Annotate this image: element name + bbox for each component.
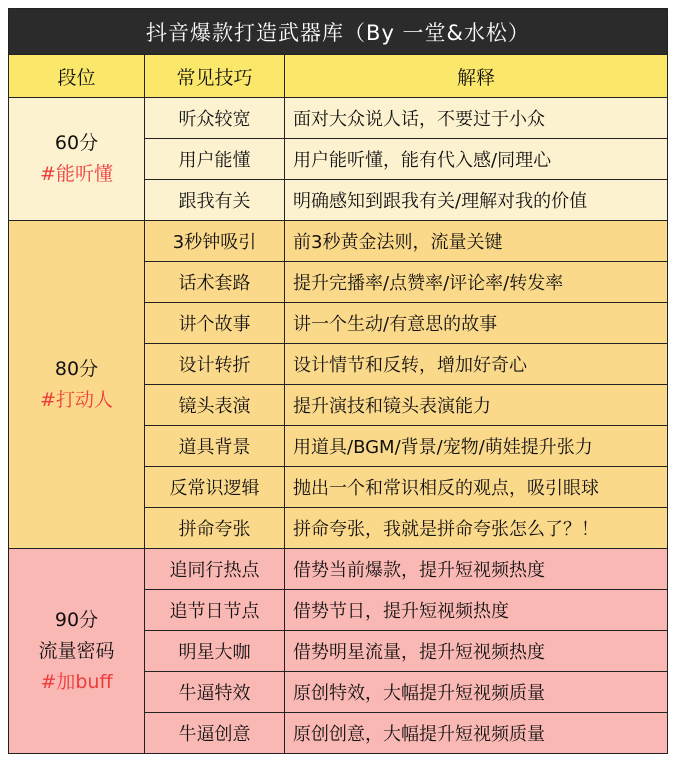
explanation-cell: 原创特效，大幅提升短视频质量 (285, 672, 668, 713)
explanation-cell: 明确感知到跟我有关/理解对我的价值 (285, 180, 668, 221)
technique-cell: 镜头表演 (145, 385, 285, 426)
explanation-cell: 用户能听懂，能有代入感/同理心 (285, 139, 668, 180)
technique-cell: 反常识逻辑 (145, 467, 285, 508)
explanation-cell: 抛出一个和常识相反的观点，吸引眼球 (285, 467, 668, 508)
technique-cell: 听众较宽 (145, 98, 285, 139)
technique-cell: 追节日节点 (145, 590, 285, 631)
technique-cell: 话术套路 (145, 262, 285, 303)
technique-cell: 跟我有关 (145, 180, 285, 221)
level-score: 80分 (54, 357, 99, 380)
explanation-cell: 提升完播率/点赞率/评论率/转发率 (285, 262, 668, 303)
explanation-cell: 拼命夸张，我就是拼命夸张怎么了？！ (285, 508, 668, 549)
explanation-cell: 借势明星流量，提升短视频热度 (285, 631, 668, 672)
weapon-table (8, 8, 668, 754)
technique-cell: 牛逼创意 (145, 713, 285, 754)
level-subline: 流量密码 (38, 639, 115, 662)
explanation-cell: 用道具/BGM/背景/宠物/萌娃提升张力 (285, 426, 668, 467)
table-row (9, 549, 668, 590)
level-tag: #打动人 (40, 388, 113, 411)
explanation-cell: 借势当前爆款，提升短视频热度 (285, 549, 668, 590)
technique-cell: 追同行热点 (145, 549, 285, 590)
level-score: 90分 (54, 608, 99, 631)
explanation-cell: 提升演技和镜头表演能力 (285, 385, 668, 426)
weapon-table-container (8, 8, 667, 754)
table-body (9, 98, 668, 754)
level-tag: #加buff (40, 670, 113, 693)
explanation-cell: 原创创意，大幅提升短视频质量 (285, 713, 668, 754)
technique-cell: 拼命夸张 (145, 508, 285, 549)
header-level: 段位 (9, 55, 145, 98)
table-title: 抖音爆款打造武器库（By 一堂&水松） (9, 9, 668, 55)
level-cell (9, 221, 145, 549)
level-score: 60分 (54, 132, 99, 154)
level-tag: #能听懂 (40, 163, 113, 185)
explanation-cell: 讲一个生动/有意思的故事 (285, 303, 668, 344)
explanation-cell: 设计情节和反转，增加好奇心 (285, 344, 668, 385)
technique-cell: 道具背景 (145, 426, 285, 467)
level-cell (9, 98, 145, 221)
explanation-cell: 借势节日，提升短视频热度 (285, 590, 668, 631)
technique-cell: 讲个故事 (145, 303, 285, 344)
header-technique: 常见技巧 (145, 55, 285, 98)
technique-cell: 3秒钟吸引 (145, 221, 285, 262)
technique-cell: 牛逼特效 (145, 672, 285, 713)
technique-cell: 设计转折 (145, 344, 285, 385)
technique-cell: 明星大咖 (145, 631, 285, 672)
technique-cell: 用户能懂 (145, 139, 285, 180)
level-cell (9, 549, 145, 754)
table-row (9, 98, 668, 139)
explanation-cell: 前3秒黄金法则，流量关键 (285, 221, 668, 262)
explanation-cell: 面对大众说人话，不要过于小众 (285, 98, 668, 139)
header-explanation: 解释 (285, 55, 668, 98)
table-row (9, 221, 668, 262)
